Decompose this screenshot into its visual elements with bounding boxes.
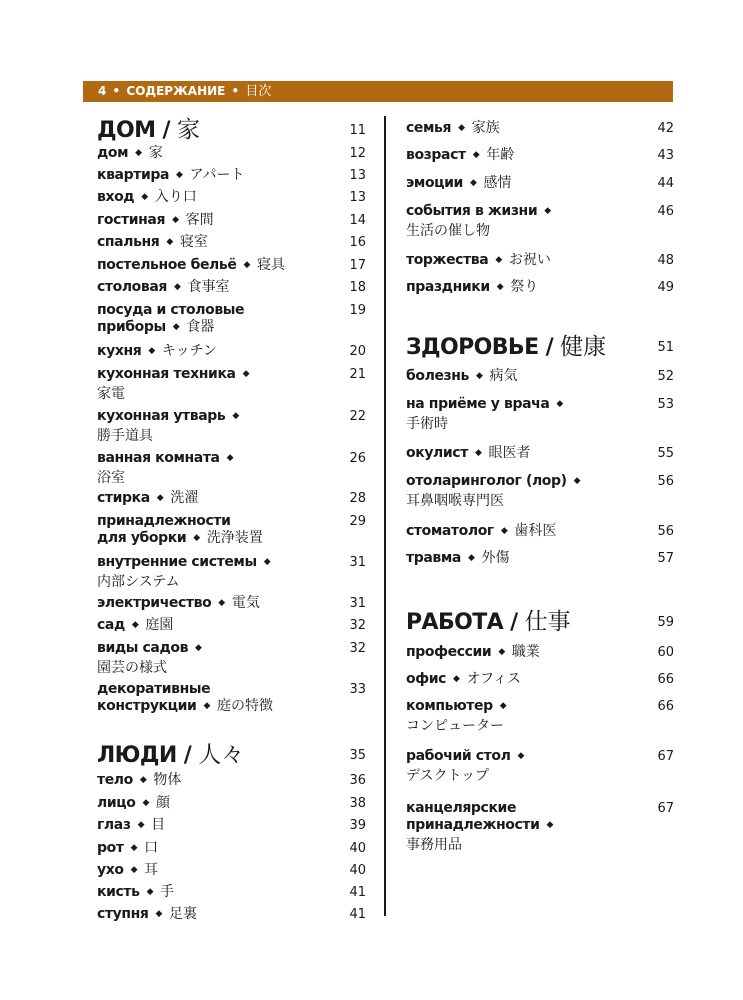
- toc-entry[interactable]: [97, 189, 197, 206]
- page-number: 14: [349, 213, 366, 228]
- diamond-separator: ◆: [467, 553, 475, 563]
- page-number: 19: [349, 303, 366, 318]
- entry-title-jp: 入り口: [154, 189, 197, 205]
- entry-title-jp: 年齢: [486, 147, 515, 163]
- entry-line: [97, 470, 240, 487]
- diamond-separator: ◆: [474, 448, 482, 458]
- entry-line: [97, 366, 256, 383]
- page-number: 66: [657, 699, 674, 714]
- entry-title-ru: вход: [97, 189, 135, 205]
- entry-title-jp: 事務用品: [406, 837, 462, 853]
- page-number: 33: [349, 682, 366, 697]
- page-number: 41: [349, 885, 366, 900]
- diamond-separator: ◆: [453, 674, 460, 684]
- entry-title-ru: электричество: [97, 595, 212, 611]
- entry-title-jp: 目: [151, 817, 166, 833]
- entry-title-jp: オフィス: [466, 671, 522, 687]
- toc-entry[interactable]: [406, 147, 514, 164]
- entry-line: [406, 800, 560, 817]
- page-number: 20: [349, 344, 366, 359]
- page-number: 29: [349, 514, 366, 529]
- entry-line: [406, 473, 587, 490]
- entry-title-ru: посуда и столовые: [97, 302, 245, 318]
- entry-title-ru: события в жизни: [406, 203, 538, 219]
- entry-title-ru: стирка: [97, 490, 150, 506]
- diamond-separator: ◆: [496, 282, 504, 292]
- page-number: 31: [349, 555, 366, 570]
- page-number: 56: [657, 474, 674, 489]
- entry-line: [406, 223, 558, 240]
- entry-title-jp: 耳: [144, 862, 159, 878]
- toc-entry[interactable]: [97, 617, 173, 634]
- entry-title-jp: 園芸の様式: [97, 660, 167, 676]
- entry-line: [97, 530, 263, 547]
- entry-title-ru: декоративные: [97, 681, 211, 697]
- toc-entry[interactable]: [97, 884, 174, 901]
- entry-line: [97, 698, 273, 715]
- entry-title-ru: ванная комната: [97, 450, 220, 466]
- page-number: 12: [349, 146, 366, 161]
- entry-title-jp: 客間: [185, 212, 214, 228]
- entry-line: [97, 513, 263, 530]
- diamond-separator: ◆: [499, 701, 507, 711]
- entry-title-jp: アパート: [189, 167, 245, 183]
- diamond-separator: ◆: [172, 322, 180, 332]
- entry-title-jp: 外傷: [481, 550, 510, 566]
- page-number: 49: [657, 280, 674, 295]
- entry-title-jp: 足裏: [169, 906, 198, 922]
- entry-title-ru: офис: [406, 671, 447, 687]
- entry-title-jp: キッチン: [161, 343, 217, 359]
- page-number: 13: [349, 168, 366, 183]
- header-title-jp: 目次: [245, 84, 272, 99]
- header-title-ru: СОДЕРЖАНИЕ: [126, 84, 226, 98]
- diamond-separator: ◆: [203, 701, 210, 711]
- diamond-separator: ◆: [458, 123, 465, 133]
- entry-title-ru: стоматолог: [406, 523, 494, 539]
- header-separator: •: [112, 84, 121, 98]
- page-number: 32: [349, 618, 366, 633]
- toc-entry[interactable]: [97, 640, 209, 677]
- toc-entry[interactable]: [97, 302, 244, 336]
- entry-line: [406, 768, 531, 785]
- entry-title-jp: 庭の特徴: [216, 698, 273, 714]
- toc-entry[interactable]: [97, 167, 244, 184]
- entry-line: [406, 493, 587, 510]
- entry-title-jp: 手術時: [406, 416, 448, 432]
- entry-title-ru: канцелярские: [406, 800, 517, 816]
- page-number: 57: [657, 551, 674, 566]
- toc-entry[interactable]: [406, 175, 512, 192]
- toc-entry[interactable]: [97, 906, 197, 923]
- diamond-separator: ◆: [218, 598, 225, 608]
- toc-entry[interactable]: [97, 795, 170, 812]
- entry-title-ru: постельное бельё: [97, 257, 237, 273]
- column-divider: [384, 116, 386, 916]
- section-title-ru: ДОМ: [97, 118, 156, 143]
- diamond-separator: ◆: [242, 369, 250, 379]
- entry-title-ru: принадлежности: [406, 817, 540, 833]
- section-slash: /: [176, 743, 199, 768]
- diamond-separator: ◆: [141, 192, 148, 202]
- diamond-separator: ◆: [263, 557, 271, 567]
- entry-title-ru: тело: [97, 772, 133, 788]
- entry-title-jp: 食器: [186, 319, 215, 335]
- entry-line: [97, 554, 277, 571]
- diamond-separator: ◆: [226, 453, 234, 463]
- entry-title-ru: для уборки: [97, 530, 187, 546]
- entry-title-jp: 耳鼻咽喉専門医: [406, 493, 504, 509]
- page-number: 56: [657, 524, 674, 539]
- diamond-separator: ◆: [232, 411, 239, 421]
- page-number: 67: [657, 749, 674, 764]
- diamond-separator: ◆: [146, 887, 154, 897]
- entry-title-ru: на приёме у врача: [406, 396, 550, 412]
- toc-entry[interactable]: [406, 671, 521, 688]
- entry-title-jp: デスクトップ: [406, 768, 490, 784]
- toc-entry[interactable]: [406, 698, 513, 735]
- entry-title-ru: болезнь: [406, 368, 470, 384]
- entry-title-ru: возраст: [406, 147, 466, 163]
- diamond-separator: ◆: [469, 178, 477, 188]
- diamond-separator: ◆: [546, 820, 554, 830]
- toc-entry[interactable]: [97, 554, 277, 591]
- diamond-separator: ◆: [495, 255, 502, 265]
- entry-title-ru: компьютер: [406, 698, 493, 714]
- entry-line: [97, 574, 277, 591]
- toc-entry[interactable]: [97, 840, 158, 857]
- page-number: 11: [349, 123, 366, 138]
- entry-line: [406, 698, 513, 715]
- entry-title-ru: эмоции: [406, 175, 463, 191]
- entry-title-ru: рот: [97, 840, 124, 856]
- entry-title-jp: 家族: [471, 120, 500, 136]
- entry-line: [97, 428, 246, 445]
- toc-entry[interactable]: [97, 817, 165, 834]
- page-number: 28: [349, 491, 366, 506]
- header-page-number: 4: [98, 84, 107, 98]
- page-number: 48: [657, 253, 674, 268]
- entry-title-ru: сад: [97, 617, 125, 633]
- toc-entry[interactable]: [97, 490, 198, 507]
- toc-entry[interactable]: [97, 279, 230, 296]
- page-number: 21: [349, 367, 366, 382]
- section-title-jp: 人々: [198, 742, 245, 768]
- entry-title-jp: 祭り: [510, 279, 539, 295]
- toc-entry[interactable]: [97, 343, 217, 360]
- entry-line: [406, 396, 570, 413]
- entry-title-jp: 感情: [483, 175, 512, 191]
- entry-title-jp: 家電: [97, 386, 125, 402]
- diamond-separator: ◆: [195, 643, 202, 653]
- page-number: 44: [657, 176, 674, 191]
- diamond-separator: ◆: [573, 476, 581, 486]
- toc-entry[interactable]: [97, 862, 158, 879]
- entry-title-ru: приборы: [97, 319, 166, 335]
- toc-entry[interactable]: [406, 279, 538, 296]
- section-title: [406, 608, 571, 637]
- page-number: 35: [349, 748, 366, 763]
- diamond-separator: ◆: [174, 282, 181, 292]
- page-number: 46: [657, 204, 674, 219]
- toc-entry[interactable]: [406, 550, 509, 567]
- entry-line: [406, 718, 513, 735]
- diamond-separator: ◆: [544, 206, 551, 216]
- toc-entry[interactable]: [406, 523, 556, 540]
- section-title: [97, 741, 244, 770]
- entry-title-jp: 家: [148, 145, 163, 161]
- entry-title-ru: квартира: [97, 167, 170, 183]
- section-title: [97, 116, 200, 145]
- page-number: 32: [349, 641, 366, 656]
- entry-title-ru: кисть: [97, 884, 140, 900]
- diamond-separator: ◆: [142, 798, 149, 808]
- page-number: 13: [349, 190, 366, 205]
- entry-title-ru: профессии: [406, 644, 492, 660]
- entry-title-ru: лицо: [97, 795, 136, 811]
- entry-title-jp: 顔: [156, 795, 170, 811]
- section-slash: /: [538, 335, 561, 360]
- section-title-jp: 仕事: [524, 609, 571, 635]
- entry-title-ru: внутренние системы: [97, 554, 257, 570]
- entry-title-jp: 職業: [511, 644, 540, 660]
- diamond-separator: ◆: [166, 237, 173, 247]
- entry-title-ru: конструкции: [97, 698, 197, 714]
- page-number: 36: [349, 773, 366, 788]
- diamond-separator: ◆: [243, 260, 250, 270]
- section-slash: /: [503, 610, 525, 635]
- page-number: 67: [657, 801, 674, 816]
- page-number: 51: [657, 340, 674, 355]
- toc-entry[interactable]: [97, 450, 240, 487]
- entry-title-ru: отоларинголог (лор): [406, 473, 567, 489]
- entry-title-jp: 病気: [489, 368, 518, 384]
- page-number: 39: [349, 818, 366, 833]
- diamond-separator: ◆: [155, 909, 163, 919]
- toc-entry[interactable]: [97, 145, 163, 162]
- entry-title-ru: глаз: [97, 817, 131, 833]
- entry-title-jp: 食事室: [187, 279, 230, 295]
- toc-entry[interactable]: [97, 595, 260, 612]
- entry-title-jp: 浴室: [97, 470, 125, 486]
- page-number: 26: [349, 451, 366, 466]
- page-number: 53: [657, 397, 674, 412]
- page-number: 43: [657, 148, 674, 163]
- diamond-separator: ◆: [193, 533, 200, 543]
- entry-title-ru: спальня: [97, 234, 160, 250]
- toc-entry[interactable]: [406, 800, 560, 854]
- entry-title-ru: ступня: [97, 906, 149, 922]
- toc-entry[interactable]: [97, 234, 208, 251]
- entry-title-ru: кухонная утварь: [97, 408, 226, 424]
- entry-title-jp: 電気: [231, 595, 260, 611]
- entry-title-ru: кухонная техника: [97, 366, 236, 382]
- toc-entry[interactable]: [97, 772, 181, 789]
- entry-title-jp: 口: [144, 840, 159, 856]
- page-number: 59: [657, 615, 674, 630]
- entry-title-ru: праздники: [406, 279, 490, 295]
- entry-line: [97, 302, 244, 319]
- entry-title-ru: травма: [406, 550, 461, 566]
- entry-title-ru: ухо: [97, 862, 124, 878]
- page-number: 31: [349, 596, 366, 611]
- header-text: [98, 81, 271, 102]
- toc-entry[interactable]: [406, 396, 570, 433]
- toc-entry[interactable]: [406, 368, 518, 385]
- entry-line: [97, 640, 209, 657]
- entry-title-ru: столовая: [97, 279, 167, 295]
- page-number: 52: [657, 369, 674, 384]
- entry-line: [406, 748, 531, 765]
- page-number: 66: [657, 672, 674, 687]
- entry-title-ru: виды садов: [97, 640, 189, 656]
- toc-entry[interactable]: [97, 366, 256, 403]
- toc-entry[interactable]: [97, 681, 273, 715]
- toc-entry[interactable]: [97, 212, 214, 229]
- toc-entry[interactable]: [406, 748, 531, 785]
- page-number: 17: [349, 258, 366, 273]
- diamond-separator: ◆: [137, 820, 145, 830]
- entry-title-ru: принадлежности: [97, 513, 231, 529]
- diamond-separator: ◆: [148, 346, 155, 356]
- section-title-ru: ЛЮДИ: [97, 743, 177, 768]
- entry-title-jp: 寝具: [256, 257, 285, 273]
- diamond-separator: ◆: [156, 493, 164, 503]
- entry-title-jp: 眼医者: [488, 445, 531, 461]
- toc-entry[interactable]: [406, 445, 530, 462]
- entry-title-ru: окулист: [406, 445, 468, 461]
- page-number: 60: [657, 645, 674, 660]
- entry-title-jp: 洗濯: [170, 490, 199, 506]
- section-slash: /: [155, 118, 177, 143]
- entry-line: [97, 386, 256, 403]
- entry-title-jp: 生活の催し物: [406, 223, 490, 239]
- entry-title-ru: семья: [406, 120, 452, 136]
- entry-title-jp: 庭園: [145, 617, 174, 633]
- entry-title-ru: кухня: [97, 343, 142, 359]
- header-separator: •: [231, 84, 240, 98]
- section-title-ru: ЗДОРОВЬЕ: [406, 335, 539, 360]
- entry-title-jp: 内部システム: [97, 574, 180, 590]
- page-number: 55: [657, 446, 674, 461]
- entry-title-jp: コンピューター: [406, 718, 504, 734]
- entry-line: [406, 203, 558, 220]
- toc-entry[interactable]: [406, 120, 500, 137]
- entry-title-ru: гостиная: [97, 212, 166, 228]
- section-title: [406, 333, 606, 362]
- entry-line: [97, 660, 209, 677]
- toc-entry[interactable]: [97, 408, 246, 445]
- entry-line: [97, 319, 244, 336]
- entry-title-ru: торжества: [406, 252, 489, 268]
- entry-title-jp: 歯科医: [514, 523, 557, 539]
- entry-title-jp: お祝い: [508, 252, 551, 268]
- diamond-separator: ◆: [172, 215, 179, 225]
- diamond-separator: ◆: [139, 775, 147, 785]
- page-number: 16: [349, 235, 366, 250]
- page-number: 22: [349, 409, 366, 424]
- diamond-separator: ◆: [131, 620, 139, 630]
- page-number: 18: [349, 280, 366, 295]
- toc-entry[interactable]: [406, 203, 558, 240]
- diamond-separator: ◆: [472, 150, 480, 160]
- toc-entry[interactable]: [406, 473, 587, 510]
- diamond-separator: ◆: [130, 843, 138, 853]
- entry-title-ru: дом: [97, 145, 129, 161]
- diamond-separator: ◆: [500, 526, 508, 536]
- page-number: 41: [349, 907, 366, 922]
- entry-title-jp: 洗浄装置: [206, 530, 263, 546]
- section-title-jp: 家: [176, 117, 200, 143]
- page-number: 38: [349, 796, 366, 811]
- diamond-separator: ◆: [498, 647, 505, 657]
- section-title-jp: 健康: [560, 334, 607, 360]
- toc-entry[interactable]: [97, 257, 285, 274]
- toc-entry[interactable]: [406, 252, 551, 269]
- entry-title-ru: рабочий стол: [406, 748, 511, 764]
- toc-entry[interactable]: [406, 644, 540, 661]
- diamond-separator: ◆: [130, 865, 138, 875]
- entry-title-jp: 寝室: [179, 234, 208, 250]
- entry-title-jp: 手: [160, 884, 175, 900]
- page-number: 40: [349, 863, 366, 878]
- entry-title-jp: 物体: [153, 772, 182, 788]
- entry-line: [406, 817, 560, 834]
- diamond-separator: ◆: [135, 148, 142, 158]
- entry-line: [97, 408, 246, 425]
- entry-line: [406, 416, 570, 433]
- entry-line: [406, 837, 560, 854]
- page-number: 40: [349, 841, 366, 856]
- diamond-separator: ◆: [176, 170, 183, 180]
- diamond-separator: ◆: [556, 399, 563, 409]
- entry-line: [97, 681, 273, 698]
- diamond-separator: ◆: [476, 371, 483, 381]
- entry-title-jp: 勝手道具: [97, 428, 153, 444]
- entry-line: [97, 450, 240, 467]
- section-title-ru: РАБОТА: [406, 610, 504, 635]
- page-number: 42: [657, 121, 674, 136]
- toc-entry[interactable]: [97, 513, 263, 547]
- diamond-separator: ◆: [517, 751, 524, 761]
